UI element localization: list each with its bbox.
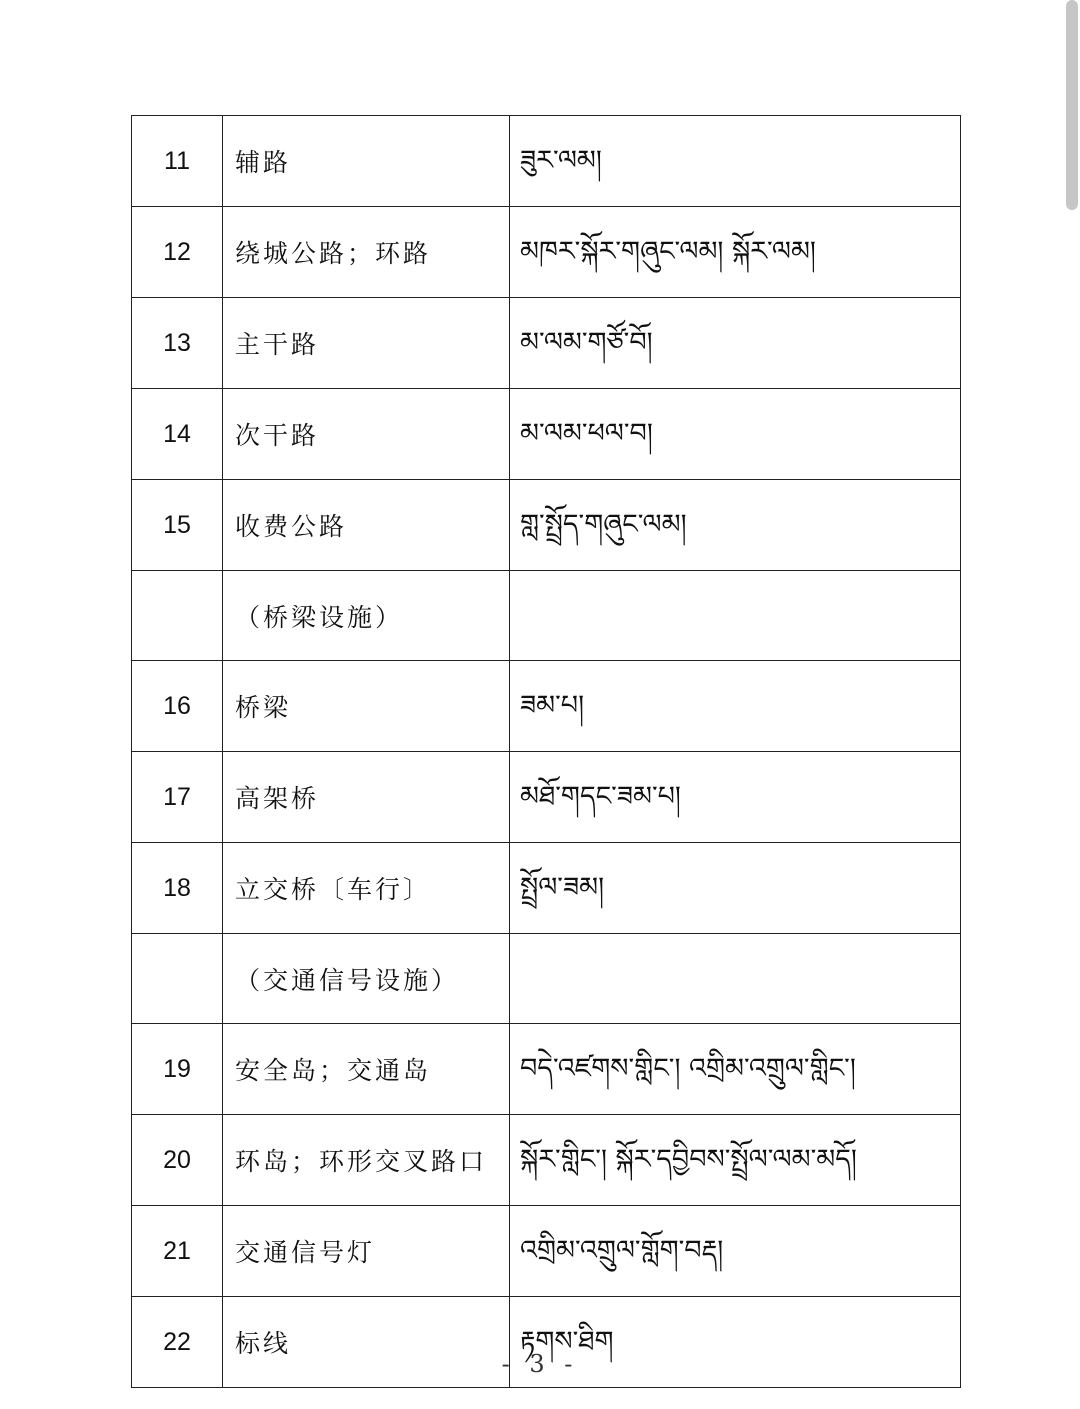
scrollbar-thumb[interactable] bbox=[1066, 0, 1078, 210]
tibetan-term-cell: མ་ལམ་ཕལ་བ། bbox=[510, 389, 961, 480]
chinese-term-cell: 辅路 bbox=[223, 116, 510, 207]
term-number-cell: 17 bbox=[132, 752, 223, 843]
term-number-cell: 22 bbox=[132, 1297, 223, 1388]
chinese-term-cell: 次干路 bbox=[223, 389, 510, 480]
table-row bbox=[132, 480, 961, 571]
tibetan-term-cell: རྟགས་ཐིག bbox=[510, 1297, 961, 1388]
tibetan-term-cell: སྐོར་གླིང་། སྐོར་དབྱིབས་སྤྲོལ་ལམ་མདོ། bbox=[510, 1115, 961, 1206]
tibetan-term-cell: མཁར་སྐོར་གཞུང་ལམ། སྐོར་ལམ། bbox=[510, 207, 961, 298]
term-number-cell bbox=[132, 934, 223, 1024]
chinese-term-cell: 桥梁 bbox=[223, 661, 510, 752]
tibetan-term-cell bbox=[510, 571, 961, 661]
table-row bbox=[132, 661, 961, 752]
table-row bbox=[132, 571, 961, 661]
glossary-table-body bbox=[132, 116, 961, 1388]
table-row bbox=[132, 752, 961, 843]
chinese-term-cell: 绕城公路；环路 bbox=[223, 207, 510, 298]
chinese-term-cell: 环岛；环形交叉路口 bbox=[223, 1115, 510, 1206]
chinese-term-cell: 高架桥 bbox=[223, 752, 510, 843]
chinese-term-cell: （桥梁设施） bbox=[223, 571, 510, 661]
term-number-cell: 14 bbox=[132, 389, 223, 480]
table-row bbox=[132, 843, 961, 934]
chinese-term-cell: 立交桥〔车行〕 bbox=[223, 843, 510, 934]
term-number-cell: 11 bbox=[132, 116, 223, 207]
term-number-cell: 15 bbox=[132, 480, 223, 571]
table-row bbox=[132, 934, 961, 1024]
table-row bbox=[132, 207, 961, 298]
tibetan-term-cell: ཟུར་ལམ། bbox=[510, 116, 961, 207]
chinese-term-cell: 标线 bbox=[223, 1297, 510, 1388]
term-number-cell: 21 bbox=[132, 1206, 223, 1297]
table-row bbox=[132, 1024, 961, 1115]
table-row bbox=[132, 298, 961, 389]
table-row bbox=[132, 389, 961, 480]
chinese-term-cell: 主干路 bbox=[223, 298, 510, 389]
chinese-term-cell: 交通信号灯 bbox=[223, 1206, 510, 1297]
glossary-table bbox=[131, 115, 961, 1388]
tibetan-term-cell: མ་ལམ་གཙོ་བོ། bbox=[510, 298, 961, 389]
page-number: - 3 - bbox=[501, 1350, 579, 1378]
tibetan-term-cell: གླ་སྤྲོད་གཞུང་ལམ། bbox=[510, 480, 961, 571]
term-number-cell: 13 bbox=[132, 298, 223, 389]
tibetan-term-cell: སྤྲོལ་ཟམ། bbox=[510, 843, 961, 934]
tibetan-term-cell: འགྲིམ་འགྲུལ་གློག་བརྡ། bbox=[510, 1206, 961, 1297]
table-row bbox=[132, 1115, 961, 1206]
chinese-term-cell: 收费公路 bbox=[223, 480, 510, 571]
term-number-cell: 18 bbox=[132, 843, 223, 934]
term-number-cell: 19 bbox=[132, 1024, 223, 1115]
term-number-cell bbox=[132, 571, 223, 661]
chinese-term-cell: （交通信号设施） bbox=[223, 934, 510, 1024]
vertical-scrollbar[interactable] bbox=[1054, 0, 1080, 1409]
tibetan-term-cell: ཟམ་པ། bbox=[510, 661, 961, 752]
tibetan-term-cell bbox=[510, 934, 961, 1024]
tibetan-term-cell: མཐོ་གདང་ཟམ་པ། bbox=[510, 752, 961, 843]
term-number-cell: 16 bbox=[132, 661, 223, 752]
table-row bbox=[132, 116, 961, 207]
chinese-term-cell: 安全岛；交通岛 bbox=[223, 1024, 510, 1115]
term-number-cell: 20 bbox=[132, 1115, 223, 1206]
term-number-cell: 12 bbox=[132, 207, 223, 298]
tibetan-term-cell: བདེ་འཛགས་གླིང་། འགྲིམ་འགྲུལ་གླིང་། bbox=[510, 1024, 961, 1115]
table-row bbox=[132, 1206, 961, 1297]
